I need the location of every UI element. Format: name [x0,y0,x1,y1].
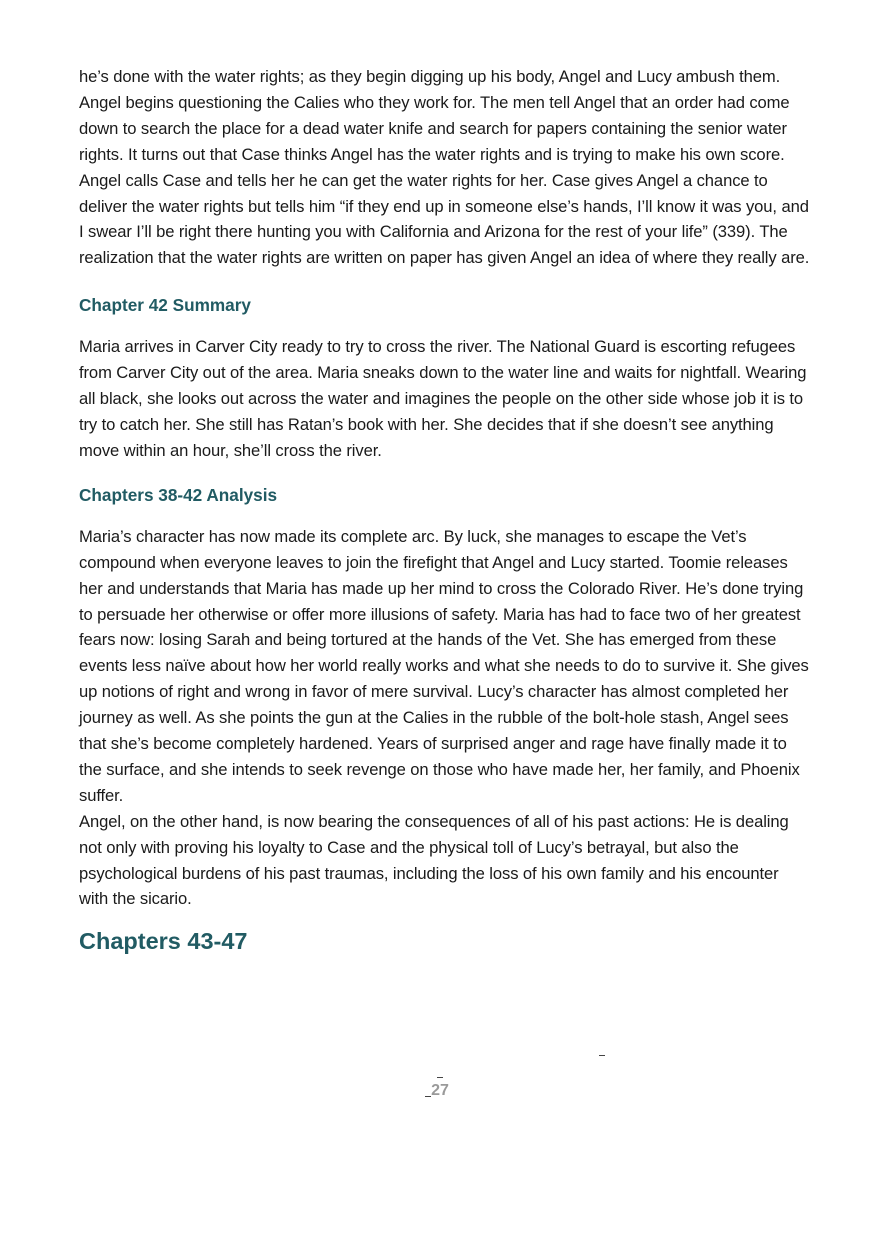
section-heading-chapters-analysis: Chapters 38-42 Analysis [79,484,278,505]
page-number: 27 [431,1082,449,1099]
stray-mark [437,1077,443,1078]
paragraph: Maria arrives in Carver City ready to try to cross the river. The National Guard is escorting refugees from Carver City out of the area. Maria sneaks down to the water line and waits for nightfall. Wearing all black, she looks out across the water and imagines the people on the other side whose job it is to try to catch her. She still has Ratan’s book with her. She decides that if she doesn’t see anything move within an hour, she’ll cross the river. [79,337,807,460]
chapter-heading: Chapters 43-47 [79,928,248,955]
section-heading-chapter-42-summary: Chapter 42 Summary [79,295,251,316]
stray-mark [599,1055,605,1056]
paragraph: Maria’s character has now made its complete arc. By luck, she manages to escape the Vet’s compound when everyone leaves to join the firefight that Angel and Lucy started. Toomie releases her and understands that Maria has made up her mind to cross the Colorado River. He’s done trying to persuade her otherwise or offer more illusions of safety. Maria has had to face two of her greatest fears now: losing Sarah and being tortured at the hands of the Vet. She has emerged from these events less naïve about how her world really works and what she needs to do to survive it. She gives up notions of right and wrong in favor of mere survival. Lucy’s character has almost completed her journey as well. As she points the gun at the Calies in the rubble of the bolt-hole stash, Angel sees that she’s become completely hardened. Years of surprised anger and rage have finally made it to the surface, and she intends to seek revenge on those who have made her, her family, and Phoenix suffer. [79,526,809,805]
document-page [79,64,811,956]
paragraph: Angel, on the other hand, is now bearing the consequences of all of his past actions: He is dealing not only with proving his loyalty to Case and the physical toll of Lucy’s betrayal, but also the psychological burdens of his past traumas, including the loss of his own family and his encounter with the sicario. [79,811,789,909]
paragraph: he’s done with the water rights; as they begin digging up his body, Angel and Lucy ambush them. Angel begins questioning the Calies who they work for. The men tell Angel that an order had come down to search the place for a dead water knife and search for papers containing the senior water rights. It turns out that Case thinks Angel has the water rights and is trying to make his own score. Angel calls Case and tells her he can get the water rights for her. Case gives Angel a chance to deliver the water rights but tells him “if they end up in someone else’s hands, I’ll know it was you, and I swear I’ll be right there hunting you with California and Arizona for the rest of your life” (339). The realization that the water rights are written on paper has given Angel an idea of where they really are. [79,67,810,268]
